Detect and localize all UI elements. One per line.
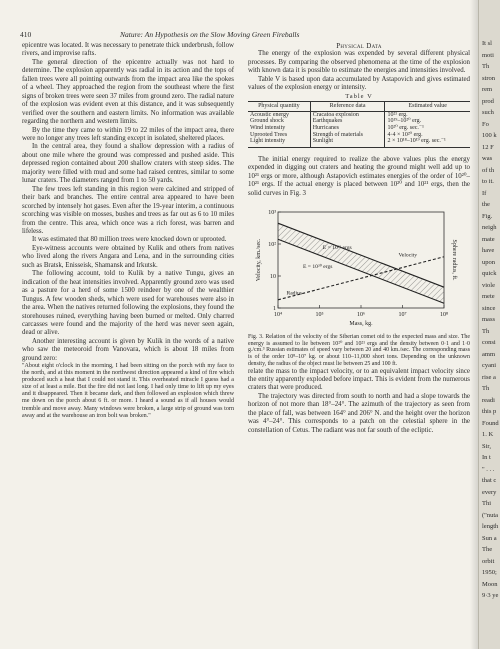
energy-table [248, 101, 470, 148]
page-number: 410 [20, 30, 32, 39]
adjacent-page-fragment: Fig. [482, 212, 493, 220]
table-cell: 10²¹ erg. [385, 111, 470, 118]
table-header-row [248, 102, 470, 112]
table-cell: Earthquakes [310, 118, 385, 125]
adjacent-page-fragment: prod [482, 97, 494, 105]
table-row [248, 111, 470, 118]
adjacent-page-fragment: 9·3 ye [482, 592, 499, 599]
adjacent-page-fragment: such [482, 109, 494, 116]
x-tick-label: 10⁸ [439, 312, 449, 318]
adjacent-page-fragment: Th [482, 63, 490, 70]
adjacent-page-fragment: Thi [482, 500, 492, 507]
table-cell: 2 × 10¹⁸–10¹⁹ erg. sec.⁻¹ [385, 138, 470, 147]
table-cell: Ground shock [250, 118, 284, 125]
adjacent-page-fragment: Sir, [482, 442, 491, 450]
section-heading: Physical Data [336, 42, 382, 50]
chart-annotation: E = 10²⁰ ergs [302, 263, 333, 270]
adjacent-page-fragment: Th [482, 385, 490, 392]
table-cell: Cracatoa explosion [310, 111, 385, 118]
paragraph: The initial energy required to realize the above values plus the energy expended in digging out craters and heating the ground might well add up to 10²¹ ergs or more, although Astapovich estimates energies of the order of 10²⁰–10²¹ ergs. If the actual energy is placed between 10²⁰ and 10²¹ ergs, then the solid curves in Fig. 3 [248, 155, 470, 197]
adjacent-page-fragment: " . . . [482, 465, 495, 473]
y-tick-label: 10² [268, 242, 276, 248]
adjacent-page-fragment: that c [482, 477, 497, 484]
adjacent-page-fragment: quick [482, 270, 497, 277]
adjacent-page-fragment: viole [482, 281, 495, 289]
x-tick-label: 10⁷ [398, 312, 407, 318]
adjacent-page-fragment: Th [482, 327, 490, 335]
table-row [248, 138, 470, 147]
adjacent-page-fragment: consi [482, 339, 496, 346]
table-row [248, 118, 470, 125]
paragraph: The energy of the explosion was expended by several different physical processes. By comparing the observed phenomena at the time of the explosion with known data it is possible to estimate the energies and intensities involved. [248, 50, 470, 75]
paragraph: By the time they came to within 19 to 22 miles of the impact area, there were no longer any trees left standing except in isolated, sheltered places. [22, 126, 234, 142]
x-axis-label: Mass, kg. [349, 321, 373, 327]
table-header-cell: Estimated value [385, 102, 470, 112]
adjacent-page-fragment: was [482, 155, 493, 162]
series-line [278, 223, 444, 287]
paragraph: Another interesting account is given by Kulik in the words of a native who saw the meteoroid from Vanovara, which is about 18 miles from ground zero: [22, 337, 234, 362]
table-cell: Acoustic energy [250, 111, 290, 118]
y-tick-label: 10³ [268, 210, 276, 216]
table-caption: Table V [345, 92, 373, 100]
adjacent-page-fragment: rise a [482, 373, 496, 381]
adjacent-page-fragment: neigh [482, 224, 497, 231]
table-cell: Uprooted Trees [250, 131, 288, 138]
y2-axis-label: Sphere radius, ft. [451, 239, 457, 281]
paragraph: The general direction of the epicentre actually was not hard to determine. The explosion apparently was radial in its action and the tops of fallen trees were all pointing outwards from the impact area like the spokes of a wheel. They approached the region from the southeast where the first signs of broken trees were seen 37 miles from ground zero. The radial nature of the explosion was evident even at this distance, and it was subsequently verified over the southern and eastern limits. No information was available regarding the northern and western limits. [22, 58, 234, 126]
x-tick-label: 10⁶ [356, 312, 366, 318]
right-column [248, 42, 470, 435]
chart-annotation: E = 10²¹ ergs [322, 244, 352, 251]
y-tick-label: 1 [273, 306, 276, 312]
page-gutter-shadow [470, 0, 478, 649]
figure-caption: Fig. 3. Relation of the velocity of the Siberian comet oid to the expected mass and size. The energy is assumed to lie between 10²⁰ and 10²¹ ergs and the density between 0·1 and 1·0 g./cm.³ Russian estimates of speed vary between 20 and 40 km./sec. The corresponding mass is of the order 10⁸–10⁷ kg. or about 110–11,000 short tons. Depending on the unknown density, the radius of the object must lie between 25 and 100 ft. [248, 334, 470, 367]
adjacent-page-fragment: In t [482, 454, 491, 461]
adjacent-page-fragment: have [482, 247, 495, 254]
adjacent-page-fragment: 1950; [482, 569, 497, 576]
table-header-cell: Physical quantity [248, 102, 310, 112]
adjacent-page-fragment: every [482, 488, 497, 496]
adjacent-page-fragment: orbit [482, 557, 495, 565]
adjacent-page-fragment: of th [482, 166, 495, 174]
velocity-mass-chart [254, 204, 464, 334]
table-cell: 10¹⁹–10²⁰ erg. [385, 118, 470, 125]
chart-annotation: Velocity [398, 252, 418, 259]
table-row [248, 132, 470, 139]
adjacent-page-fragment: If [482, 189, 487, 197]
adjacent-page-fragment: mate [482, 235, 495, 243]
table-cell: 4·4 × 10²⁰ erg. [385, 132, 470, 139]
adjacent-page-fragment: Fo [482, 120, 489, 128]
running-title: Nature: An Hypothesis on the Slow Moving Green Fireballs [120, 30, 300, 39]
adjacent-page-fragment: Sun a [482, 534, 497, 542]
adjacent-page-fragment: stron [482, 74, 495, 82]
adjacent-page-fragment: to it. [482, 178, 494, 185]
adjacent-page-fragment: the [482, 201, 490, 208]
chart-svg [254, 204, 464, 334]
eyewitness-quote: "About eight o'clock in the morning, I had been sitting on the porch with my face to the north, and at this moment in the northwest direction appeared a kind of fire which produced such a heat that I could not stand it. This overheated miracle I guess had a size of at least a mile. But the fire did not last long. I had only time to lift up my eyes and it disappeared. Then it became dark, and then followed an explosion which threw me down on the porch about 6 ft. or more. I heard a sound as if all houses would tremble and move away. Many windows were broken, a large strip of ground was torn away and at the warehouse an iron bolt was broken." [22, 363, 234, 419]
adjacent-page-fragment: 1. K [482, 431, 494, 438]
paragraph: The trajectory was directed from south to north and had a slope towards the horizon of not more than 18°–24°. The azimuth of the trajectory as seen from the place of fall, was between 164° and 206° N. and the height over the horizon was 4°–24°. This corresponds to a patch on the celestial sphere in the constellation of Cetus. The radiant was not far south of the ecliptic. [248, 392, 470, 434]
adjacent-page-fragment: 12 F [482, 143, 494, 151]
chart-annotation: Radius [286, 290, 303, 297]
table-cell: Light intensity [248, 138, 310, 147]
adjacent-page-fragment: upon [482, 258, 495, 266]
adjacent-page-fragment: amm [482, 350, 495, 358]
adjacent-page-fragment: readi [482, 396, 495, 404]
paragraph: The few trees left standing in this region were calcined and stripped of their bark and branches. The entire central area appeared to have been scorched by intensely hot gases. Even after the 19-year interim, a continuous scorching was visible on mosses, bushes and trees as far out as 6 to 10 miles from the centre. This area, which once was a rich forest, was barren and lifeless. [22, 185, 234, 235]
adjacent-page-fragment: 100 k [482, 132, 497, 139]
y-tick-label: 10 [270, 274, 276, 280]
table-cell: Hurricanes [310, 125, 385, 132]
adjacent-page-fragment: rem [482, 86, 493, 93]
adjacent-page-fragment: mass [482, 316, 495, 323]
adjacent-page-fragment: It sl [482, 40, 492, 47]
table-header-cell: Reference data [310, 102, 385, 112]
table-cell: Sunlight [310, 138, 385, 147]
adjacent-page-strip [478, 0, 500, 649]
adjacent-page-fragment: Found [482, 419, 499, 427]
adjacent-page-fragment: this p [482, 408, 497, 415]
adjacent-page-fragment: ("nuta [482, 511, 499, 519]
y-axis-label: Velocity, km./sec. [256, 238, 262, 282]
adjacent-page-fragment: The [482, 546, 493, 553]
paragraph: Table V is based upon data accumulated by Astapovich and gives estimated values of the explosion energy or intensity. [248, 75, 470, 92]
x-tick-label: 10⁴ [273, 312, 283, 318]
paragraph: The following account, told to Kulik by a native Tungu, gives an indication of the heat intensities involved. Apparently ground zero was used as a pasture for a herd of some 1500 reindeer by one of the wealthier Tungus. A few wooden sheds, which were used for warehouses were also in the area. When the natives returned following the explosions, they found the storehouses ruined, everything having been burned or melted. Only charred carcasses were found and the majority of the herd was never seen again, dead or alive. [22, 270, 234, 337]
left-column [22, 42, 234, 420]
adjacent-page-fragment: length [482, 523, 499, 530]
paragraph: In the central area, they found a shallow depression with a radius of about one mile where the ground was compressed and pushed aside. This depressed region contained about 200 shallow craters with steep sides. The majority were filled with mud and some had raised centres, similar to some lunar craters. The diameters ranged from 1 to 50 yards. [22, 143, 234, 185]
paragraph: relate the mass to the impact velocity, or to an equivalent impact velocity since the entity apparently exploded before impact. This is evident from the numerous craters that were produced. [248, 367, 470, 392]
table-cell: Wind intensity [250, 124, 286, 131]
adjacent-page-fragment: mete [482, 293, 495, 300]
adjacent-page-fragment: cyani [482, 362, 497, 369]
paragraph: It was estimated that 80 million trees were knocked down or uprooted. [32, 236, 227, 244]
table-cell: Strength of materials [310, 132, 385, 139]
paragraph: Eye-witness accounts were obtained by Kulik and others from natives who lived along the rivers Angara and Lena, and in the surrounding cities such as Bratsk, Enisseisk, Shamansk and Irkutsk. [22, 244, 234, 269]
adjacent-page-fragment: Moon [482, 580, 498, 588]
paragraph: epicentre was located. It was necessary to penetrate thick underbrush, follow rivers, and improvise rafts. [22, 42, 234, 58]
table-row [248, 125, 470, 132]
adjacent-page-fragment: moti [482, 51, 494, 59]
x-tick-label: 10⁵ [315, 312, 324, 318]
adjacent-page-fragment: since [482, 304, 496, 312]
table-cell: 10²⁰ erg. sec.⁻¹ [385, 125, 470, 132]
